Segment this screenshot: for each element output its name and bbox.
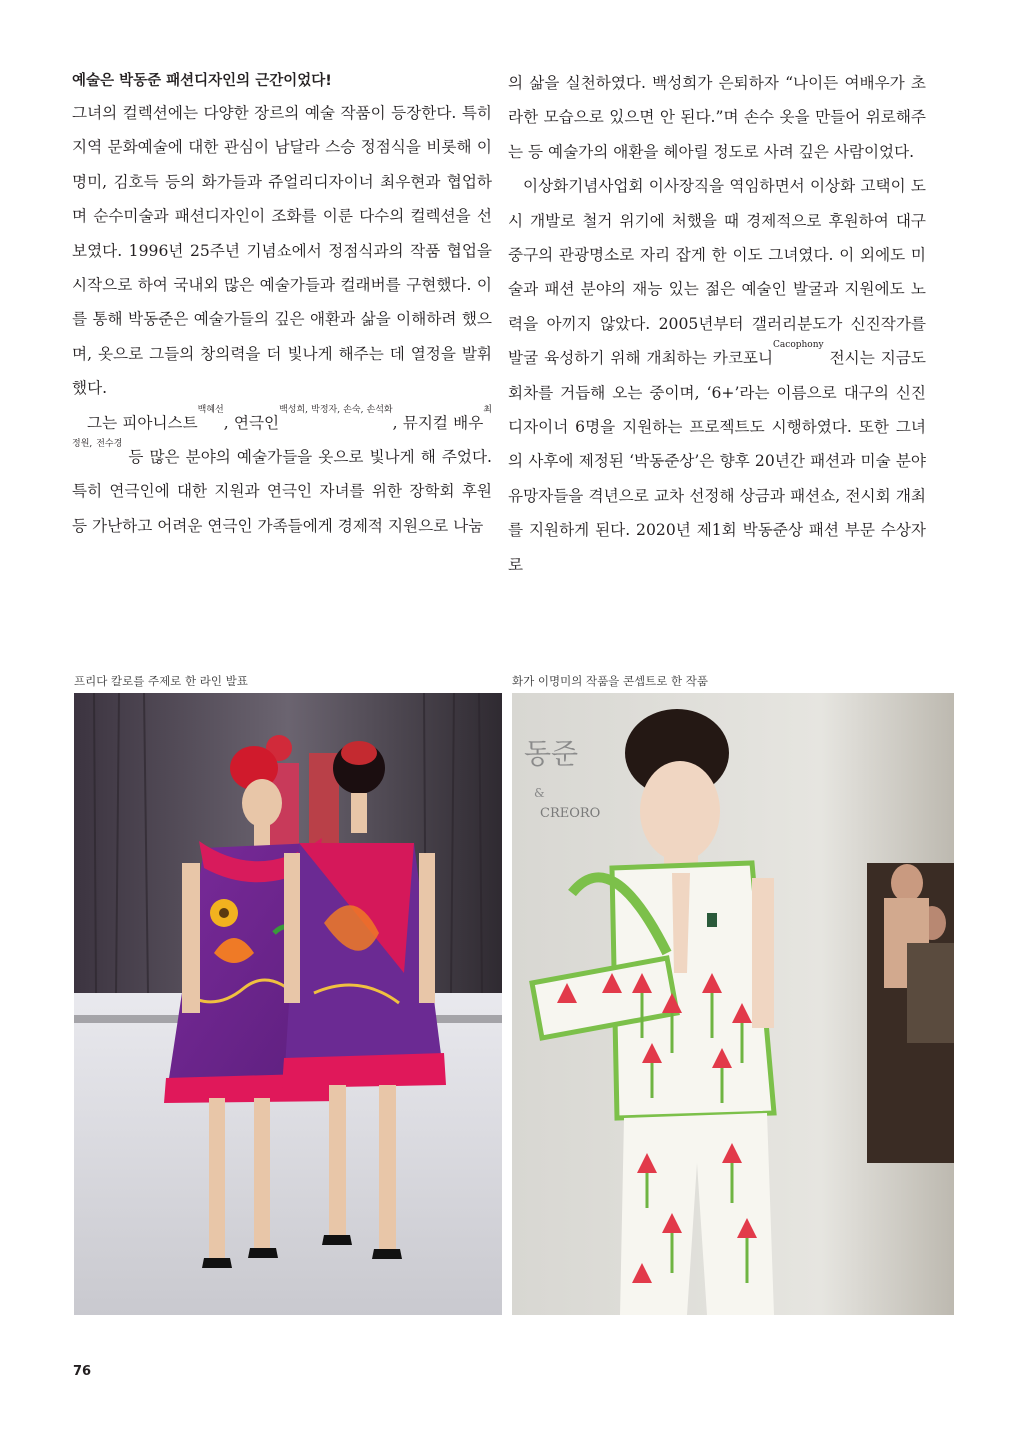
logo-amp: & — [534, 786, 545, 800]
page-number: 76 — [73, 1364, 92, 1379]
logo-brand: CREORO — [540, 806, 601, 821]
paragraph-support: 이상화기념사업회 이사장직을 역임하면서 이상화 고택이 도시 개발로 철거 위기에 처했을 때 경제적으로 후원하여 대구 중구의 관광명소로 자리 잡게 한 이도 그녀였다. 이 외에도 미술과 패션 분야의 재능 있는 젊은 예술인 발굴과 지원에도 노력을 아끼지 않았다. 2005년부터 갤러리분도가 신진작가를 발굴 육성하기 위해 개최하는 카코포니$^{Cacophony}$ 전시는 지금도 회차를 거듭해 오는 중이며, ‘6+’라는 이름으로 대구의 신진 디자이너 6명을 지원하는 프로젝트도 시행하였다. 또한 그녀의 사후에 제정된 ‘박동준상’은 향후 20년간 패션과 미술 분야 유망자들을 격년으로 교차 선정해 상금과 패션쇼, 전시회 개최를 지원하게 된다. 2020년 제1회 박동준상 패션 부문 수상자로 — [508, 177, 926, 574]
paragraph-artists: 그는 피아니스트$^{백혜선}$, 연극인$^{백성희, 박정자, 손숙, 손석화}$, 뮤지컬 배우$^{최정원, 전수경}$ 등 많은 분야의 예술가들을 옷으로 빛나게 해 주었다. 특히 연극인에 대한 지원과 연극인 자녀를 위한 장학회 후원 등 가난하고 어려운 연극인 가족들에게 경제적 지원으로 나눔 — [72, 404, 492, 535]
photo-caption-left: 프리다 칼로를 주제로 한 라인 발표 — [74, 674, 248, 688]
photo-caption-right: 화가 이명미의 작품을 콘셉트로 한 작품 — [512, 674, 709, 688]
logo-korean: 동준 — [524, 737, 579, 770]
left-column — [72, 66, 492, 543]
paragraph-collections: 그녀의 컬렉션에는 다양한 장르의 예술 작품이 등장한다. 특히 지역 문화예술에 대한 관심이 남달라 스승 정점식을 비롯해 이명미, 김호득 등의 화가들과 쥬얼리디자이너 최우현과 협업하며 순수미술과 패션디자인이 조화를 이룬 다수의 컬렉션을 선보였다. 1996년 25주년 기념쇼에서 정점식과의 작품 협업을 시작으로 하여 국내외 많은 예술가들과 컬래버를 구현했다. 이를 통해 박동준은 예술가들의 깊은 애환과 삶을 이해하려 했으며, 옷으로 그들의 창의력을 더 빛나게 해주는 데 열정을 발휘했다. — [72, 104, 492, 398]
fashion-photo — [512, 693, 954, 1315]
paragraph-retirement: 의 삶을 실천하였다. 백성희가 은퇴하자 “나이든 여배우가 초라한 모습으로 있으면 안 된다.”며 손수 옷을 만들어 위로해주는 등 예술가의 애환을 헤아릴 정도로 사려 깊은 사람이었다. — [508, 74, 926, 161]
cacophony-note: Cacophony — [773, 340, 824, 351]
musical-actor-names: 최정원, 전수경 — [72, 404, 492, 450]
right-column — [508, 66, 926, 582]
actor-names: 백성희, 박정자, 손숙, 손석화 — [279, 404, 393, 415]
pianist-names: 백혜선 — [197, 404, 224, 415]
section-heading: 예술은 박동준 패션디자인의 근간이었다! — [72, 73, 332, 89]
runway-photo — [74, 693, 502, 1315]
